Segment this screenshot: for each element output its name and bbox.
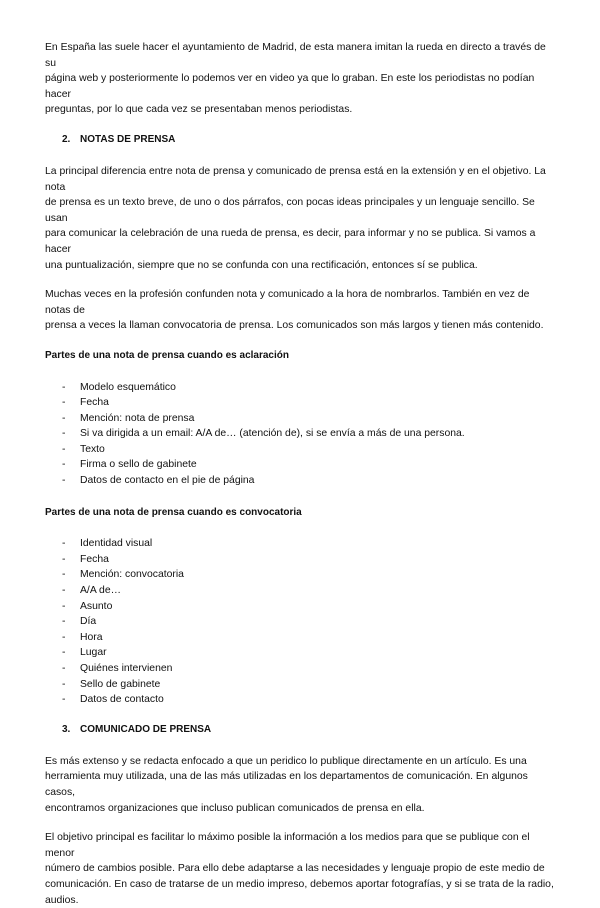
list-item [45,457,557,473]
text-line: página web y posteriormente lo podemos ver en video ya que lo graban. En este los periodistas no podían hacer [45,73,535,100]
list-item-text: Mención: convocatoria [80,569,184,581]
list-item [45,473,557,489]
list-item-text: Hora [80,631,103,643]
dash-bullet: - [62,412,66,424]
list-item [45,630,557,646]
list-item [45,567,557,583]
list-item-text: Fecha [80,553,109,565]
list-item-text: Datos de contacto en el pie de página [80,475,255,487]
section-heading-comunicado-de-prensa [45,722,557,738]
text-line: una puntualización, siempre que no se confunda con una rectificación, entonces sí se publica. [45,259,478,271]
dash-bullet: - [62,538,66,550]
text-line: La principal diferencia entre nota de prensa y comunicado de prensa está en la extensión y en el objetivo. La nota [45,165,546,193]
list-item [45,645,557,661]
dash-bullet: - [62,678,66,690]
text-line: para comunicar la celebración de una rueda de prensa, es decir, para informar y no se publica. Si vamos a hacer [45,228,536,255]
dash-bullet: - [62,397,66,409]
list-item-text: Quiénes intervienen [80,663,173,674]
list-item-text: Modelo esquemático [80,381,176,393]
dash-bullet: - [62,647,66,659]
dash-bullet: - [62,585,66,597]
text-line: Muchas veces en la profesión confunden nota y comunicado a la hora de nombrarlos. También en vez de notas de [45,289,530,316]
section-title: NOTAS DE PRENSA [80,133,176,145]
intro-paragraph [45,40,557,118]
list-item [45,536,557,552]
dash-bullet: - [62,600,66,612]
notas-paragraph-1 [45,164,557,273]
text-line: prensa a veces la llaman convocatoria de prensa. Los comunicados son más largos y tienen más contenido. [45,320,544,332]
text-line: El objetivo principal es facilitar lo máximo posible la información a los medios para que se publique con el menor [45,832,530,859]
list-item [45,692,557,708]
section-heading-notas-de-prensa [45,132,557,148]
list-item [45,395,557,411]
list-item-text: Identidad visual [80,538,153,550]
dash-bullet: - [62,569,66,581]
dash-bullet: - [62,475,66,487]
text-line: encontramos organizaciones que incluso publican comunicados de prensa en ella. [45,802,425,814]
list-item-text: Sello de gabinete [80,678,161,690]
list-item-text: Si va dirigida a un email: A/A de… (atención de), si se envía a más de una persona. [80,428,465,440]
list-item [45,599,557,615]
text-line: herramienta muy utilizada, una de las más utilizadas en los departamentos de comunicación. En algunos casos, [45,771,528,798]
text-line: comunicación. En caso de tratarse de un medio impreso, debemos aportar fotografías, y si se trata de la radio, [45,878,554,890]
convocatoria-list [45,536,557,708]
list-item-text: Firma o sello de gabinete [80,459,197,471]
list-item-text: Texto [80,443,105,455]
list-item [45,380,557,396]
list-item-text: Fecha [80,397,109,409]
list-item [45,552,557,568]
section-number: 2. [62,133,71,145]
section-number: 3. [62,723,71,735]
dash-bullet: - [62,553,66,565]
text-line: Es más extenso y se redacta enfocado a que un peridico lo publique directamente en un artículo. Es una [45,755,527,767]
dash-bullet: - [62,663,66,674]
list-item-text: Día [80,616,97,628]
list-item [45,426,557,442]
notas-paragraph-2 [45,287,557,334]
list-item-text: Lugar [80,647,107,659]
document-page [45,40,557,908]
list-item [45,442,557,458]
text-line: audios. [45,894,79,906]
dash-bullet: - [62,443,66,455]
list-item [45,583,557,599]
list-item [45,411,557,427]
aclaracion-subheading: Partes de una nota de prensa cuando es aclaración [45,349,289,361]
text-line: número de cambios posible. Para ello debe adaptarse a las necesidades y lenguaje propio de este medio de [45,863,545,875]
dash-bullet: - [62,381,66,393]
list-item [45,677,557,693]
text-line: de prensa es un texto breve, de uno o dos párrafos, con pocas ideas principales y un lenguaje sencillo. Se usan [45,197,535,224]
convocatoria-subheading: Partes de una nota de prensa cuando es convocatoria [45,506,302,518]
aclaracion-list [45,380,557,489]
text-line: preguntas, por lo que cada vez se presentaban menos periodistas. [45,104,353,116]
list-item-text: A/A de… [80,585,122,597]
dash-bullet: - [62,631,66,643]
list-item-text: Asunto [80,600,113,612]
section-title: COMUNICADO DE PRENSA [80,723,212,735]
comunicado-paragraph-2 [45,830,557,908]
list-item [45,661,557,677]
dash-bullet: - [62,459,66,471]
comunicado-paragraph-1 [45,754,557,816]
list-item-text: Datos de contacto [80,694,164,706]
list-item [45,614,557,630]
dash-bullet: - [62,694,66,706]
dash-bullet: - [62,616,66,628]
text-line: En España las suele hacer el ayuntamiento de Madrid, de esta manera imitan la rueda en directo a través de su [45,42,546,69]
list-item-text: Mención: nota de prensa [80,412,195,424]
dash-bullet: - [62,428,66,440]
